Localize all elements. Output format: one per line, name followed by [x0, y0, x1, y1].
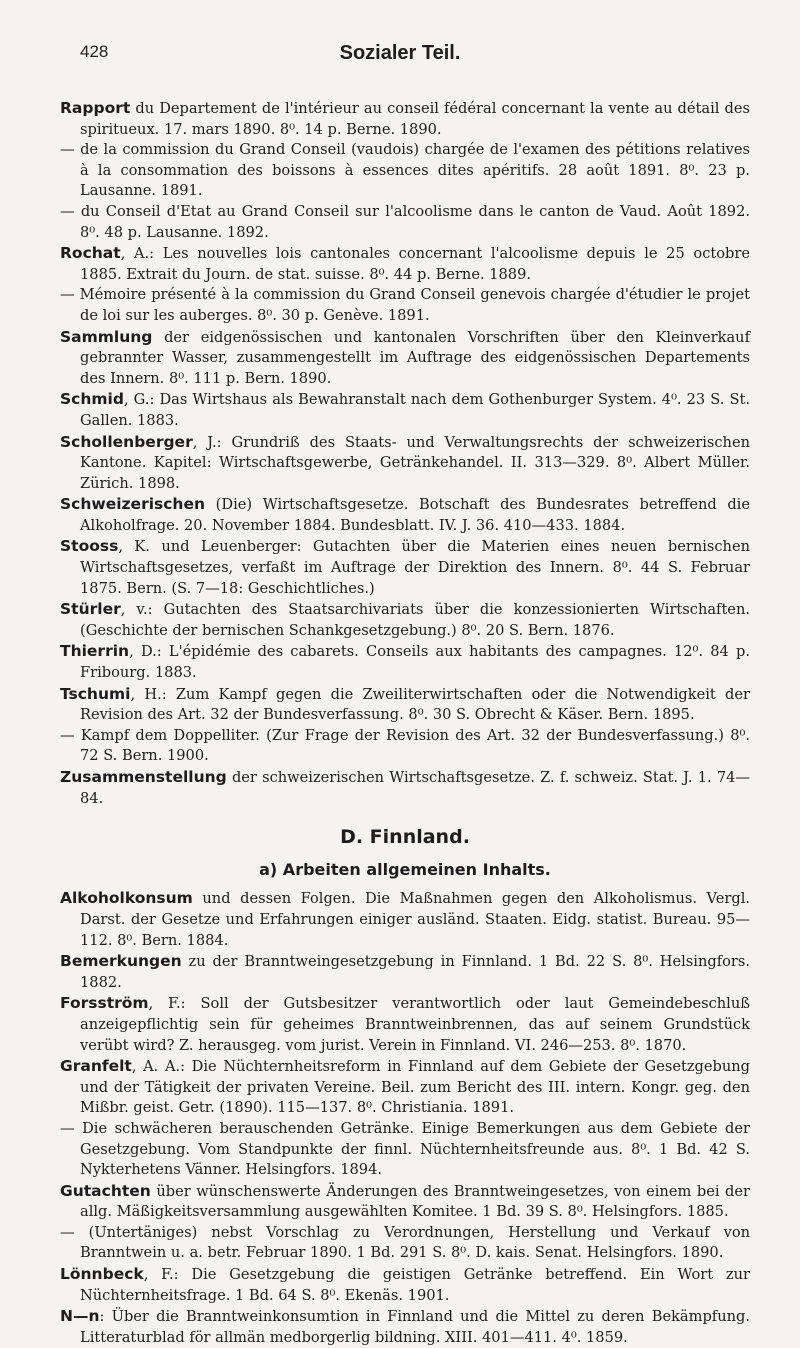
entry-text: der schweizerischen Wirtschaftsgesetze. Z. f. schweiz. Stat. J. 1. 74—84.: [80, 769, 750, 807]
entry-author: Stooss: [60, 537, 119, 556]
entry-text: , J.: Grundriß des Staats- und Verwaltungsrechts der schweizerischen Kantone. Kapitel: Wirtschaftsgewerbe, Getränkehandel. II. 313—329. 8⁰. Albert Müller. Zürich. 1898.: [80, 433, 750, 492]
bibliography-entry: [60, 767, 750, 809]
bibliography-entry: [60, 1056, 750, 1119]
bibliography-entry: [60, 432, 750, 495]
entry-text: , v.: Gutachten des Staatsarchivariats über die konzessionierten Wirtschaften. (Geschichte der bernischen Schankgesetzgebung.) 8⁰. 20 S. Bern. 1876.: [80, 601, 750, 639]
entry-text: — Kampf dem Doppelliter. (Zur Frage der Revision des Art. 32 der Bundesverfassung.) 8⁰. 72 S. Bern. 1900.: [60, 726, 750, 765]
bibliography-entry: [60, 536, 750, 599]
bibliography-entry: [60, 993, 750, 1056]
entry-author: N—n: [60, 1307, 100, 1326]
bibliography-entry: [60, 951, 750, 993]
entry-author: Thierrin: [60, 642, 130, 661]
entry-text: , F.: Soll der Gutsbesitzer verantwortlich oder laut Gemeindebeschluß anzeigepflichtig sein für geheimes Branntweinbrennen, das auf seinem Grundstück verübt wird? Z. herausgeg. vom jurist. Verein in Finnland. VI. 246—253. 8⁰. 1870.: [80, 995, 750, 1054]
entry-text: : Über die Branntweinkonsumtion in Finnland und die Mittel zu deren Bekämpfung. Litteraturblad för allmän medborgerlig bildning. XIII. 401—411. 4⁰. 1859.: [80, 1308, 750, 1346]
entry-author: Granfelt: [60, 1057, 132, 1076]
bibliography-entry: [60, 888, 750, 951]
entry-text: zu der Branntweingesetzgebung in Finnland. 1 Bd. 22 S. 8⁰. Helsingfors. 1882.: [80, 953, 750, 991]
entry-text: über wünschenswerte Änderungen des Branntweingesetzes, von einem bei der allg. Mäßigkeitsversammlung ausgewählten Komitee. 1 Bd. 39 S. 8⁰. Helsingfors. 1885.: [80, 1182, 750, 1221]
bibliography-entry: [60, 1223, 750, 1264]
bibliography-entry: [60, 599, 750, 641]
section-title-finland: D. Finnland.: [340, 826, 470, 849]
bibliography: [60, 98, 750, 1348]
entry-author: Lönnbeck: [60, 1265, 144, 1284]
bibliography-entry: [60, 684, 750, 726]
entry-author: Alkoholkonsum: [60, 889, 193, 908]
bibliography-entry: [60, 641, 750, 683]
bibliography-entry: [60, 98, 750, 140]
bibliography-entry: [60, 1306, 750, 1348]
entry-text: , K. und Leuenberger: Gutachten über die Materien eines neuen bernischen Wirtschaftsgesetzes, verfaßt im Auftrage der Direktion des Innern. 8⁰. 44 S. Februar 1875. Bern. (S. 7—18: Geschichtliches.): [80, 538, 750, 597]
entry-text: — de la commission du Grand Conseil (vaudois) chargée de l'examen des pétitions relatives à la consommation des boissons à essences dites apéritifs. 28 août 1891. 8⁰. 23 p. Lausanne. 1891.: [60, 141, 750, 200]
entry-text: , F.: Die Gesetzgebung die geistigen Getränke betreffend. Ein Wort zur Nüchternheitsfrage. 1 Bd. 64 S. 8⁰. Ekenäs. 1901.: [80, 1266, 750, 1304]
entry-text: — (Untertäniges) nebst Vorschlag zu Verordnungen, Herstellung und Verkauf von Branntwein u. a. betr. Februar 1890. 1 Bd. 291 S. 8⁰. D. kais. Senat. Helsingfors. 1890.: [60, 1223, 750, 1262]
bibliography-entry: [60, 202, 750, 243]
entry-author: Bemerkungen: [60, 952, 182, 971]
entry-text: — du Conseil d'Etat au Grand Conseil sur l'alcoolisme dans le canton de Vaud. Août 1892. 8⁰. 48 p. Lausanne. 1892.: [60, 202, 750, 241]
bibliography-entry: [60, 494, 750, 536]
entry-text: , G.: Das Wirtshaus als Bewahranstalt nach dem Gothenburger System. 4⁰. 23 S. St. Gallen. 1883.: [80, 391, 750, 429]
entry-author: Forsström: [60, 994, 149, 1013]
entry-author: Schollenberger: [60, 432, 193, 451]
entry-text: und dessen Folgen. Die Maßnahmen gegen den Alkoholismus. Vergl. Darst. der Gesetze und Erfahrungen einiger ausländ. Staaten. Eidg. statist. Bureau. 95—112. 8⁰. Bern. 1884.: [80, 890, 750, 949]
entry-text: (Die) Wirtschaftsgesetze. Botschaft des Bundesrates betreffend die Alkoholfrage. 20. November 1884. Bundesblatt. IV. J. 36. 410—433. 1884.: [80, 496, 750, 534]
entry-author: Rapport: [60, 99, 131, 117]
bibliography-entry: [60, 1181, 750, 1223]
entries-switzerland: [60, 98, 750, 809]
entry-text: du Departement de l'intérieur au conseil fédéral concernant la vente au détail des spiritueux. 17. mars 1890. 8⁰. 14 p. Berne. 1890.: [80, 100, 750, 138]
entry-text: , H.: Zum Kampf gegen die Zweiliterwirtschaften oder die Notwendigkeit der Revision des Art. 32 der Bundesverfassung. 8⁰. 30 S. Obrecht & Käser. Bern. 1895.: [80, 685, 750, 724]
bibliography-entry: [60, 1119, 750, 1181]
entry-author: Sammlung: [60, 327, 153, 346]
entry-author: Zusammenstellung: [60, 768, 227, 786]
entry-text: der eidgenössischen und kantonalen Vorschriften über den Kleinverkauf gebrannter Wasser, zusammengestellt im Auftrage des eidgenössischen Departements des Innern. 8⁰. 111 p. Bern. 1890.: [80, 328, 750, 387]
bibliography-entry: [60, 140, 750, 202]
entry-author: Tschumi: [60, 684, 131, 703]
subsection-title-general: a) Arbeiten allgemeinen Inhalts.: [259, 859, 551, 879]
page-number: 428: [80, 42, 109, 61]
entry-text: , D.: L'épidémie des cabarets. Conseils aux habitants des campagnes. 12⁰. 84 p. Fribourg. 1883.: [80, 643, 750, 682]
entry-text: — Mémoire présenté à la commission du Grand Conseil genevois chargée d'étudier le projet de loi sur les auberges. 8⁰. 30 p. Genève. 1891.: [60, 286, 750, 324]
running-title: Sozialer Teil.: [339, 42, 461, 64]
entry-author: Schweizerischen: [60, 495, 206, 514]
entries-finland: [60, 888, 750, 1348]
entry-author: Gutachten: [60, 1181, 151, 1200]
entry-text: , A.: Les nouvelles lois cantonales concernant l'alcoolisme depuis le 25 octobre 1885. Extrait du Journ. de stat. suisse. 8⁰. 44 p. Berne. 1889.: [80, 245, 750, 283]
bibliography-entry: [60, 389, 750, 431]
entry-text: , A. A.: Die Nüchternheitsreform in Finnland auf dem Gebiete der Gesetzgebung und der Tätigkeit der privaten Vereine. Beil. zum Bericht des III. intern. Kongr. geg. den Mißbr. geist. Getr. (1890). 115—137. 8⁰. Christiania. 1891.: [80, 1058, 750, 1117]
bibliography-entry: [60, 243, 750, 285]
bibliography-entry: [60, 1264, 750, 1306]
entry-author: Stürler: [60, 600, 121, 619]
entry-author: Rochat: [60, 244, 121, 263]
entry-text: — Die schwächeren berauschenden Getränke. Einige Bemerkungen aus dem Gebiete der Gesetzgebung. Vom Standpunkte der finnl. Nüchternheitsfreunde aus. 8⁰. 1 Bd. 42 S. Nykterhetens Vänner. Helsingfors. 1894.: [60, 1119, 750, 1179]
entry-author: Schmid: [60, 390, 124, 409]
bibliography-entry: [60, 327, 750, 390]
bibliography-entry: [60, 726, 750, 767]
bibliography-entry: [60, 285, 750, 326]
